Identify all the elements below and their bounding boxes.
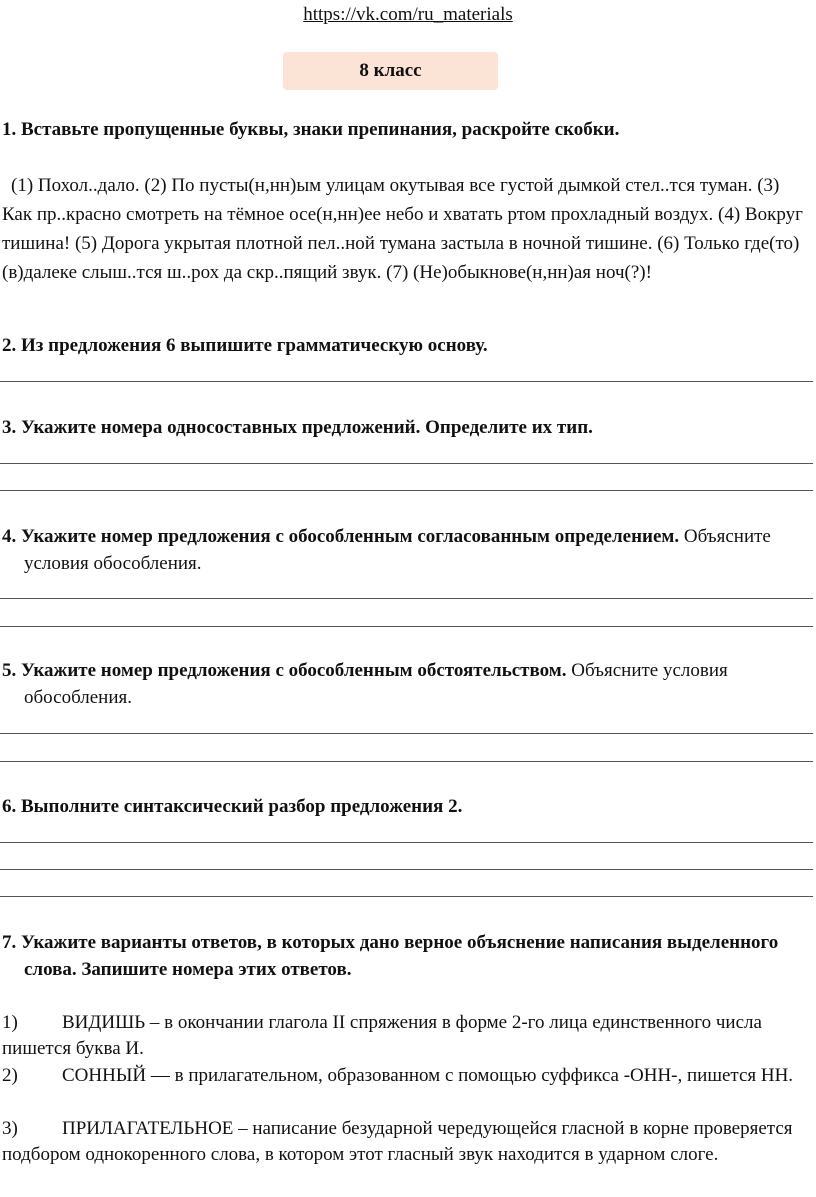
option-3-number: 3): [2, 1118, 18, 1139]
answer-line-3a[interactable]: [0, 463, 813, 464]
grade-label: 8 класс: [359, 60, 422, 81]
answer-line-6b[interactable]: [0, 869, 813, 870]
answer-line-6c[interactable]: [0, 896, 813, 897]
option-3-text: ПРИЛАГАТЕЛЬНОЕ – написание безударной чередующейся гласной в корне проверяется подбором однокоренного слова, в котором этот гласный звук находится в ударном слоге.: [2, 1118, 793, 1165]
task-2-text: 2. Из предложения 6 выпишите грамматическую основу.: [2, 335, 488, 356]
task-2-heading: [2, 332, 812, 359]
source-url[interactable]: https://vk.com/ru_materials: [303, 4, 513, 25]
task-5-heading: [2, 657, 812, 711]
answer-line-4b[interactable]: [0, 626, 813, 627]
option-1: [2, 1010, 812, 1062]
task-3-heading: [2, 414, 812, 441]
task-1-heading: [2, 116, 812, 143]
exercise-text-body: (1) Похол..дало. (2) По пусты(н,нн)ым улицам окутывая все густой дымкой стел..тся туман. (3) Как пр..красно смотреть на тёмное осе(н,нн)ее небо и хватать ртом прохладный воздух. (4) Вокруг тишина! (5) Дорога укрытая плотной пел..ной тумана застыла в ночной тишине. (6) Только где(то) (в)далеке слыш..тся ш..рох да скр..пящий звук. (7) (Не)обыкнове(н,нн)ая ноч(?)!: [2, 175, 803, 283]
task-4-rest: Объясните условия обособления.: [24, 526, 771, 574]
answer-line-5b[interactable]: [0, 761, 813, 762]
exercise-text: [2, 171, 812, 287]
task-1-text: 1. Вставьте пропущенные буквы, знаки препинания, раскройте скобки.: [2, 119, 620, 140]
task-7-heading: [2, 929, 812, 983]
task-6-text: 6. Выполните синтаксический разбор предложения 2.: [2, 796, 463, 817]
option-3: [2, 1116, 812, 1168]
answer-line-3b[interactable]: [0, 490, 813, 491]
option-2-text: СОННЫЙ — в прилагательном, образованном с помощью суффикса -ОНН-, пишется НН.: [62, 1065, 794, 1086]
answer-line-6a[interactable]: [0, 842, 813, 843]
task-5-rest: Объясните условия обособления.: [24, 660, 728, 708]
task-6-heading: [2, 793, 812, 820]
option-1-text: ВИДИШЬ – в окончании глагола II спряжения в форме 2-го лица единственного числа пишется буква И.: [2, 1012, 762, 1059]
task-4-heading: [2, 523, 812, 577]
task-5-bold: 5. Укажите номер предложения с обособленным обстоятельством.: [2, 660, 567, 681]
grade-badge: [283, 52, 498, 90]
option-1-number: 1): [2, 1012, 18, 1033]
answer-line-2a[interactable]: [0, 381, 813, 382]
task-7-text: 7. Укажите варианты ответов, в которых дано верное объяснение написания выделенного слова. Запишите номера этих ответов.: [2, 932, 779, 980]
task-4-bold: 4. Укажите номер предложения с обособленным согласованным определением.: [2, 526, 680, 547]
answer-line-4a[interactable]: [0, 598, 813, 599]
answer-line-5a[interactable]: [0, 733, 813, 734]
option-2-number: 2): [2, 1065, 18, 1086]
option-2: [2, 1063, 812, 1089]
task-3-text: 3. Укажите номера односоставных предложений. Определите их тип.: [2, 417, 593, 438]
